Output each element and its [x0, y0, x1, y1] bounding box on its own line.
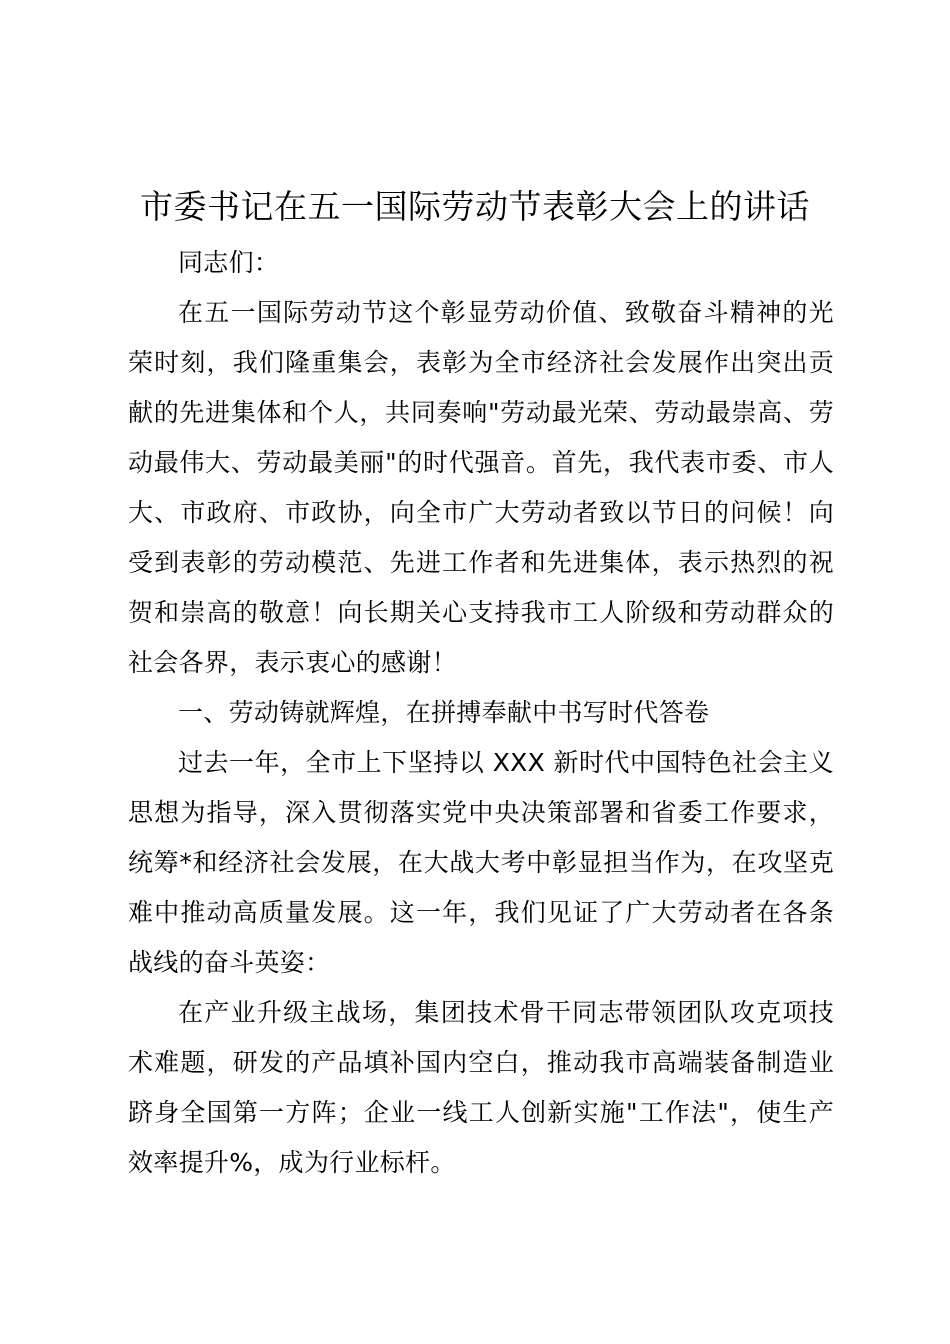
paragraph-section1-1: 过去一年，全市上下坚持以 XXX 新时代中国特色社会主义思想为指导，深入贯彻落实党中央决策部署和省委工作要求，统筹*和经济社会发展，在大战大考中彰显担当作为，在攻坚克难中推动高质量发展。这一年，我们见证了广大劳动者在各条战线的奋斗英姿：	[128, 748, 834, 977]
document-title: 市委书记在五一国际劳动节表彰大会上的讲话	[140, 187, 810, 226]
salutation: 同志们：	[178, 248, 280, 277]
paragraph-section1-2: 在产业升级主战场，集团技术骨干同志带领团队攻克项技术难题，研发的产品填补国内空白，推动我市高端装备制造业跻身全国第一方阵；企业一线工人创新实施"工作法"，使生产效率提升%，成为行业标杆。	[128, 998, 834, 1177]
section-heading-1: 一、劳动铸就辉煌，在拼搏奉献中书写时代答卷	[178, 698, 710, 727]
paragraph-intro: 在五一国际劳动节这个彰显劳动价值、致敬奋斗精神的光荣时刻，我们隆重集会，表彰为全市经济社会发展作出突出贡献的先进集体和个人，共同奏响"劳动最光荣、劳动最崇高、劳动最伟大、劳动最美丽"的时代强音。首先，我代表市委、市人大、市政府、市政协，向全市广大劳动者致以节日的问候！向受到表彰的劳动模范、先进工作者和先进集体，表示热烈的祝贺和崇高的敬意！向长期关心支持我市工人阶级和劳动群众的社会各界，表示衷心的感谢！	[128, 298, 834, 677]
document-body	[128, 238, 834, 1188]
